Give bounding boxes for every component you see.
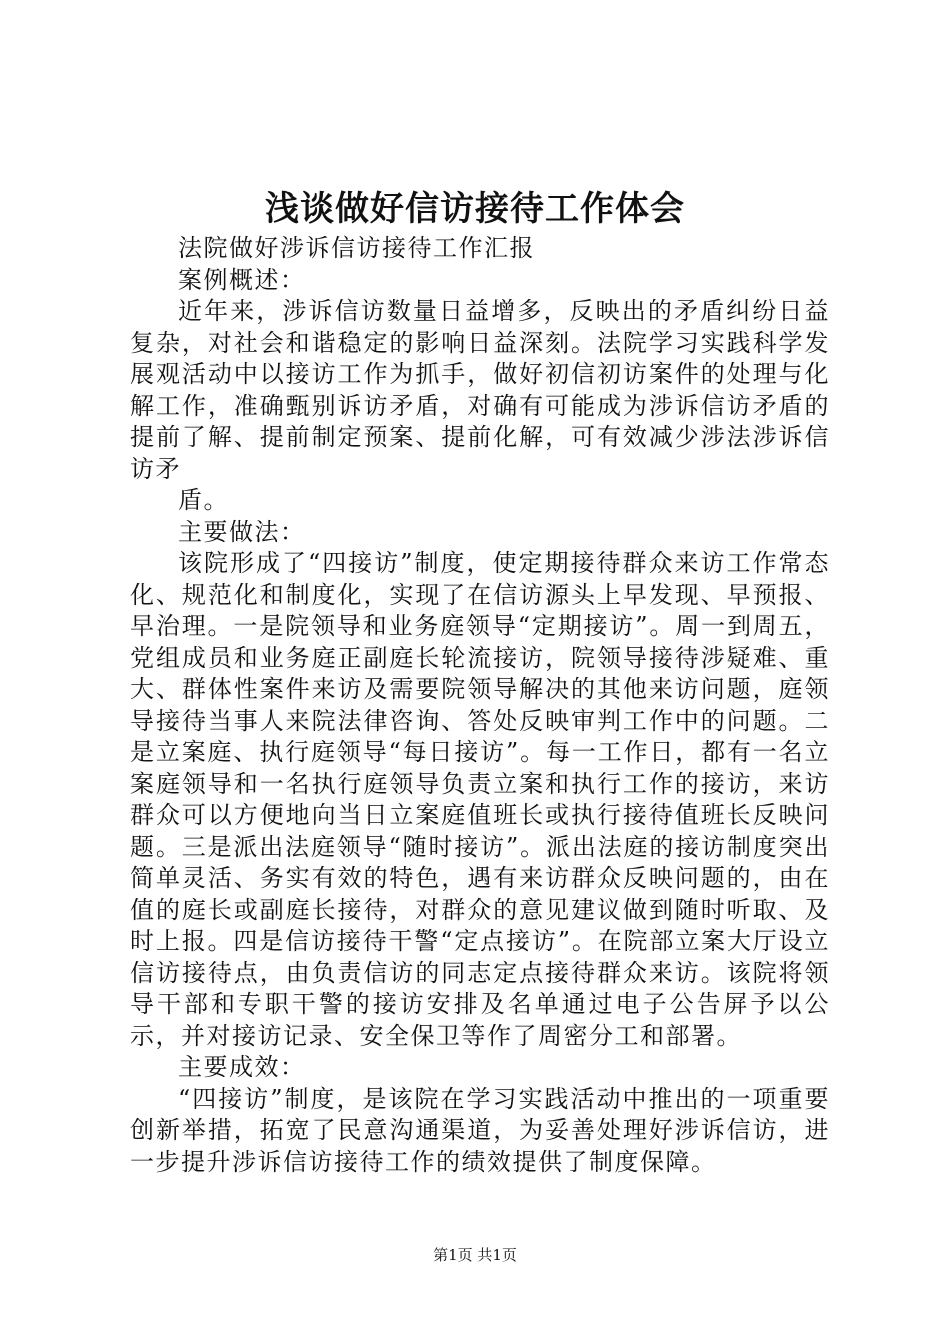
page-footer: 第1页 共1页 bbox=[433, 1246, 517, 1264]
document-title: 浅谈做好信访接待工作体会 bbox=[265, 189, 685, 229]
paragraph-case-overview: 近年来，涉诉信访数量日益增多，反映出的矛盾纠纷日益复杂，对社会和谐稳定的影响日益深刻。法院学习实践科学发展观活动中以接访工作为抓手，做好初信初访案件的处理与化解工作，准确甄别诉访矛盾，对确有可能成为涉诉信访矛盾的提前了解、提前制定预案、提前化解，可有效减少涉法涉诉信访矛 bbox=[130, 297, 830, 483]
paragraph-main-practice: 该院形成了“四接访”制度，使定期接待群众来访工作常态化、规范化和制度化，实现了在信访源头上早发现、早预报、早治理。一是院领导和业务庭领导“定期接访”。周一到周五，党组成员和业务庭正副庭长轮流接访，院领导接待涉疑难、重大、群体性案件来访及需要院领导解决的其他来访问题，庭领导接待当事人来院法律咨询、答处反映审判工作中的问题。二是立案庭、执行庭领导“每日接访”。每一工作日，都有一名立案庭领导和一名执行庭领导负责立案和执行工作的接访，来访群众可以方便地向当日立案庭值班长或执行接待值班长反映问题。三是派出法庭领导“随时接访”。派出法庭的接访制度突出简单灵活、务实有效的特色，遇有来访群众反映问题的，由在值的庭长或副庭长接待，对群众的意见建议做到随时听取、及时上报。四是信访接待干警“定点接访”。在院部立案大厅设立信访接待点，由负责信访的同志定点接待群众来访。该院将领导干部和专职干警的接访安排及名单通过电子公告屏予以公示，并对接访记录、安全保卫等作了周密分工和部署。 bbox=[130, 549, 830, 1050]
paragraph-case-overview-label: 案例概述： bbox=[178, 265, 306, 294]
paragraph-main-practice-label: 主要做法： bbox=[178, 517, 306, 546]
paragraph-case-overview-end: 盾。 bbox=[178, 486, 229, 514]
paragraph-report-heading: 法院做好涉诉信访接待工作汇报 bbox=[178, 234, 535, 262]
paragraph-main-results-label: 主要成效： bbox=[178, 1053, 306, 1081]
paragraph-main-results: “四接访”制度，是该院在学习实践活动中推出的一项重要创新举措，拓宽了民意沟通渠道，为妥善处理好涉诉信访，进一步提升涉诉信访接待工作的绩效提供了制度保障。 bbox=[130, 1084, 830, 1176]
document-body bbox=[130, 233, 830, 1178]
